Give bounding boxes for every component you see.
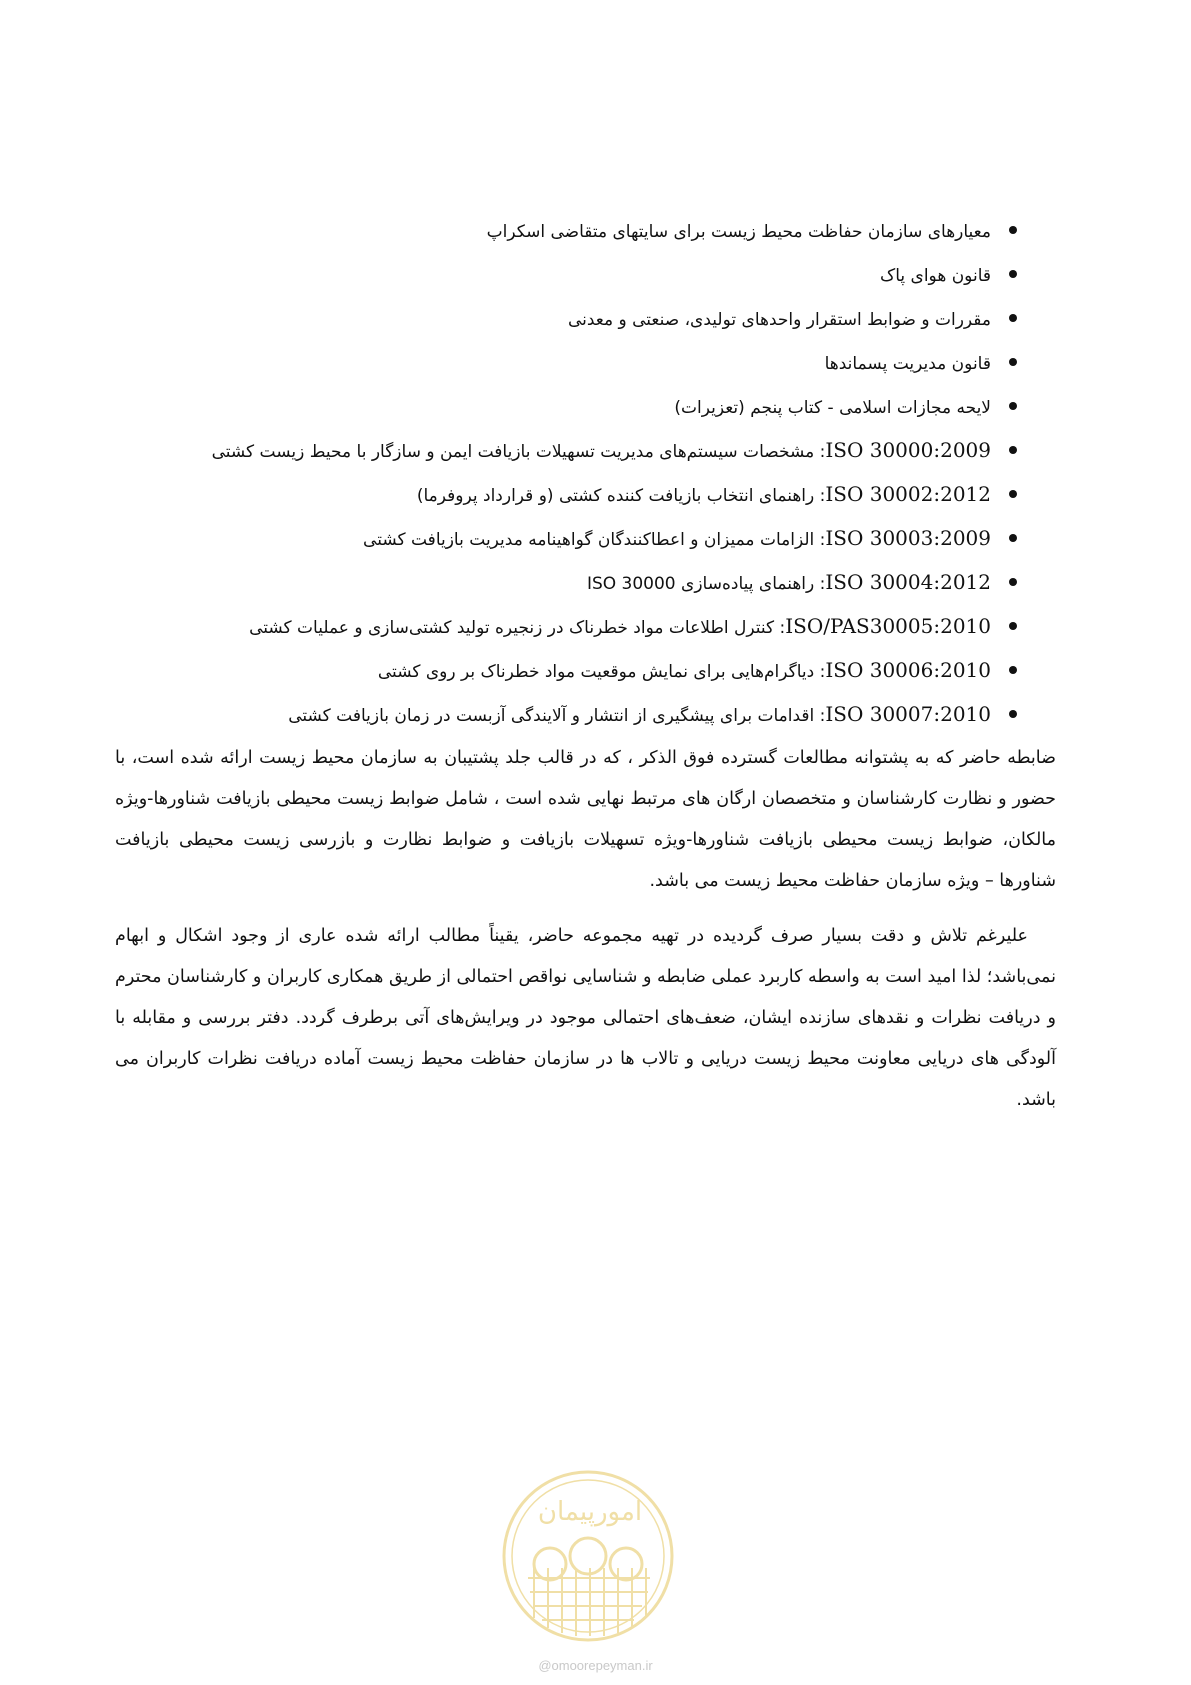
list-item-text: قانون هوای پاک <box>879 266 991 286</box>
list-item <box>131 611 991 655</box>
list-item-text: قانون مدیریت پسماندها <box>824 354 991 374</box>
watermark-logo-text: امورپیمان <box>537 1497 643 1527</box>
list-item-text: : اقدامات برای پیشگیری از انتشار و آلایندگی آزبست در زمان بازیافت کشتی <box>288 706 826 726</box>
list-item-text: : راهنمای انتخاب بازیافت کننده کشتی (و قرارداد پروفرما) <box>416 486 826 506</box>
iso-code: ISO/PAS30005:2010 <box>785 614 991 638</box>
bullet-icon <box>1009 358 1017 366</box>
watermark-logo-icon <box>500 1468 676 1644</box>
paragraph: علیرغم تلاش و دقت بسیار صرف گردیده در تهیه مجموعه حاضر، یقیناً مطالب ارائه شده عاری از وجود اشکال و ابهام نمی‌باشد؛ لذا امید است به واسطه کاربرد عملی ضابطه و شناسایی نواقص احتمالی از طریق همکاری کاربران و کارشناسان محترم و دریافت نظرات و نقدهای سازنده ایشان، ضعف‌های احتمالی موجود در ویرایش‌های آتی برطرف گردد. دفتر بررسی و مقابله با آلودگی های دریایی معاونت محیط زیست دریایی و تالاب ها در سازمان حفاظت محیط زیست آماده دریافت نظرات کاربران می باشد. <box>115 926 1056 1110</box>
bullet-icon <box>1009 666 1017 674</box>
list-item-text: : دیاگرام‌هایی برای نمایش موقعیت مواد خطرناک بر روی کشتی <box>377 662 826 682</box>
iso-code: ISO 30000:2009 <box>825 438 991 462</box>
bullet-icon <box>1009 226 1017 234</box>
body-text <box>115 738 1056 1135</box>
bullet-icon <box>1009 270 1017 278</box>
iso-code: ISO 30007:2010 <box>825 702 991 726</box>
list-item <box>131 215 991 259</box>
list-item-text: : الزامات ممیزان و اعطاکنندگان گواهینامه مدیریت بازیافت کشتی <box>363 530 826 550</box>
list-item <box>131 347 991 391</box>
bullet-icon <box>1009 490 1017 498</box>
iso-code: ISO 30002:2012 <box>825 482 991 506</box>
list-item <box>131 479 991 523</box>
bullet-icon <box>1009 710 1017 718</box>
list-item-text: لایحه مجازات اسلامی - کتاب پنجم (تعزیرات) <box>674 398 991 418</box>
list-item <box>131 259 991 303</box>
list-item <box>131 391 991 435</box>
list-item-text: معیارهای سازمان حفاظت محیط زیست برای سایتهای متقاضی اسکراپ <box>486 222 991 242</box>
bullet-icon <box>1009 314 1017 322</box>
watermark-site: @omoorepeyman.ir <box>538 1658 653 1673</box>
bullet-icon <box>1009 534 1017 542</box>
list-item-text: : مشخصات سیستم‌های مدیریت تسهیلات بازیافت ایمن و سازگار با محیط زیست کشتی <box>211 442 826 462</box>
paragraph: ضابطه حاضر که به پشتوانه مطالعات گسترده فوق الذکر ، که در قالب جلد پشتیبان به سازمان محیط زیست ارائه شده است، با حضور و نظارت کارشناسان و متخصصان ارگان های مرتبط نهایی شده است ، شامل ضوابط زیست محیطی بازیافت شناورها-ویژه مالکان، ضوابط زیست محیطی بازیافت شناورها-ویژه تسهیلات بازیافت و ضوابط نظارت و بازرسی زیست محیطی بازیافت شناورها – ویژه سازمان حفاظت محیط زیست می باشد. <box>115 748 1056 891</box>
bullet-icon <box>1009 446 1017 454</box>
bullet-icon <box>1009 402 1017 410</box>
list-item <box>131 435 991 479</box>
list-item-text: : کنترل اطلاعات مواد خطرناک در زنجیره تولید کشتی‌سازی و عملیات کشتی <box>249 618 786 638</box>
list-item-text: : راهنمای پیاده‌سازی ISO 30000 <box>586 574 826 594</box>
bullet-icon <box>1009 622 1017 630</box>
list-item-text: مقررات و ضوابط استقرار واحدهای تولیدی، صنعتی و معدنی <box>567 310 991 330</box>
iso-code: ISO 30006:2010 <box>825 658 991 682</box>
list-item <box>131 699 991 743</box>
list-item <box>131 567 991 611</box>
standards-list <box>131 215 991 743</box>
bullet-icon <box>1009 578 1017 586</box>
list-item <box>131 303 991 347</box>
iso-code: ISO 30003:2009 <box>825 526 991 550</box>
list-item <box>131 655 991 699</box>
list-item <box>131 523 991 567</box>
iso-code: ISO 30004:2012 <box>825 570 991 594</box>
